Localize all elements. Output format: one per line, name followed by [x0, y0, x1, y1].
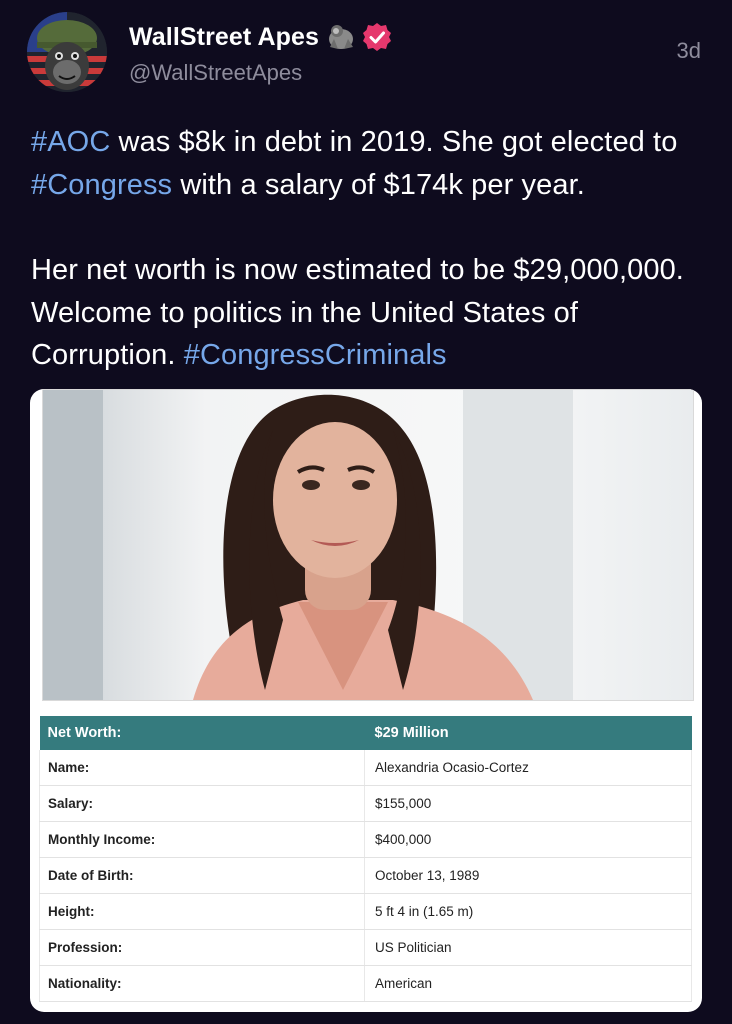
post-paragraph-2 — [31, 249, 721, 377]
table-cell-label: Name: — [40, 750, 365, 786]
verified-badge-icon — [362, 22, 392, 52]
portrait-photo — [42, 389, 694, 701]
table-row — [40, 786, 692, 822]
table-row — [40, 930, 692, 966]
post-text — [31, 121, 721, 377]
post-timestamp[interactable]: 3d — [676, 38, 701, 63]
table-cell-label: Nationality: — [40, 966, 365, 1002]
author-handle[interactable]: @WallStreetApes — [129, 60, 303, 85]
table-row — [40, 750, 692, 786]
post-text-segment: Her net worth is now estimated to be $29,000,000. Welcome to politics in the United States of Corruption. — [31, 254, 684, 371]
table-cell-value: $155,000 — [365, 786, 692, 822]
table-cell-value: October 13, 1989 — [365, 858, 692, 894]
table-row — [40, 894, 692, 930]
table-row — [40, 822, 692, 858]
table-cell-label: Profession: — [40, 930, 365, 966]
portrait-image — [43, 390, 693, 700]
table-cell-value: 5 ft 4 in (1.65 m) — [365, 894, 692, 930]
hashtag-link[interactable]: #CongressCriminals — [183, 339, 447, 371]
author-name-row — [129, 20, 392, 54]
table-cell-value: Alexandria Ocasio-Cortez — [365, 750, 692, 786]
post-paragraph-1 — [31, 121, 721, 206]
table-cell-label: Salary: — [40, 786, 365, 822]
table-cell-value: American — [365, 966, 692, 1002]
author-avatar[interactable] — [27, 12, 107, 92]
table-header-label: Net Worth: — [40, 716, 365, 750]
table-row — [40, 858, 692, 894]
net-worth-table — [39, 716, 692, 1002]
table-cell-label: Height: — [40, 894, 365, 930]
gorilla-icon — [326, 23, 356, 51]
post-media[interactable] — [30, 389, 702, 1012]
table-cell-label: Date of Birth: — [40, 858, 365, 894]
table-header-value: $29 Million — [365, 716, 692, 750]
table-cell-label: Monthly Income: — [40, 822, 365, 858]
post-text-segment: was $8k in debt in 2019. She got elected to — [110, 126, 678, 158]
hashtag-link[interactable]: #Congress — [31, 168, 173, 201]
hashtag-link[interactable]: #AOC — [31, 126, 111, 158]
post-text-segment: with a salary of $174k per year. — [172, 168, 585, 201]
table-cell-value: $400,000 — [365, 822, 692, 858]
table-row — [40, 966, 692, 1002]
gorilla-soldier-avatar-icon — [27, 12, 107, 92]
author-display-name[interactable]: WallStreet Apes — [129, 22, 319, 51]
table-header-row — [40, 716, 692, 750]
table-cell-value: US Politician — [365, 930, 692, 966]
